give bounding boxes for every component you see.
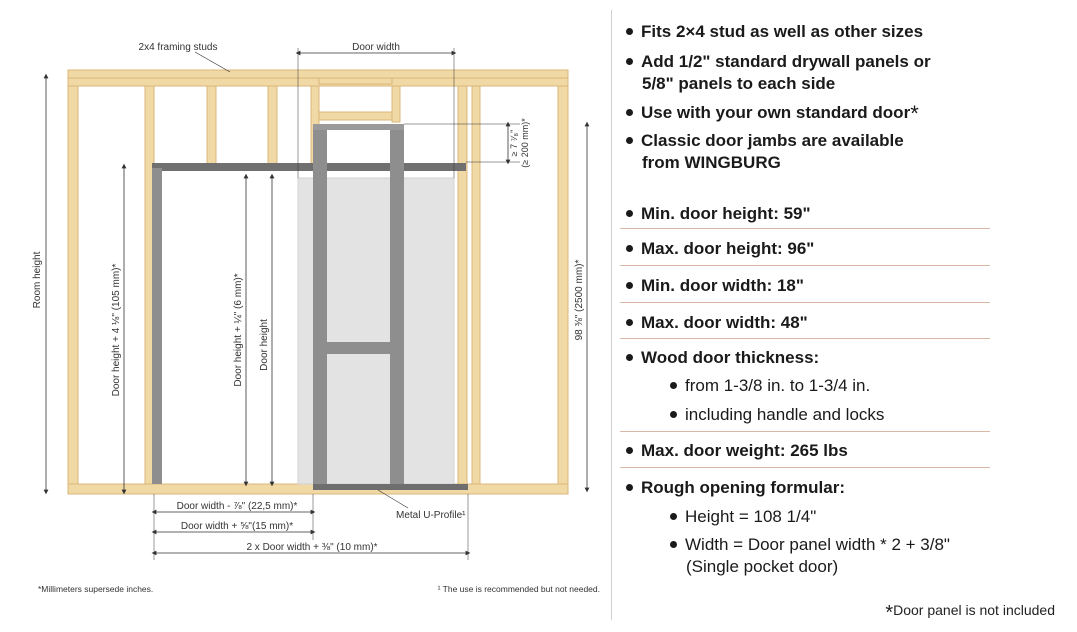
header-gap-label: ≥ 7 ⁷⁄₈" bbox=[509, 129, 519, 157]
rule bbox=[620, 302, 990, 303]
bullet-icon bbox=[626, 447, 633, 454]
feature-4-text: Classic door jambs are available bbox=[641, 131, 904, 150]
header-gap-mm-label: (≥ 200 mm)* bbox=[520, 118, 530, 168]
thickness-note bbox=[670, 404, 884, 426]
bullet-icon bbox=[626, 484, 633, 491]
bullet-icon bbox=[670, 411, 677, 418]
door-height-plus4-label: Door height + 4 ⅛" (105 mm)* bbox=[111, 263, 122, 397]
spec-text: Max. door height: 96" bbox=[641, 239, 815, 258]
rule bbox=[620, 338, 990, 339]
divider bbox=[611, 10, 612, 620]
jamb-left bbox=[152, 168, 162, 484]
rough-width-note: (Single pocket door) bbox=[686, 557, 839, 576]
header-box-bottom bbox=[319, 112, 392, 120]
feature-1 bbox=[626, 21, 923, 43]
steel-post-right bbox=[390, 124, 404, 484]
sub-text: Width = Door panel width * 2 + 3/8" bbox=[685, 535, 950, 554]
stud-7 bbox=[458, 86, 467, 484]
feature-3-text: Use with your own standard door bbox=[641, 103, 911, 122]
rule bbox=[620, 228, 990, 229]
bullet-icon bbox=[626, 282, 633, 289]
dw-plus-label: Door width + ⅝"(15 mm)* bbox=[180, 521, 294, 532]
bullet-icon bbox=[626, 58, 633, 65]
asterisk: * bbox=[885, 602, 894, 624]
rough-width bbox=[670, 534, 950, 556]
framing-studs-label: 2x4 framing studs bbox=[138, 42, 218, 53]
stud-right bbox=[558, 86, 568, 484]
top-plate-double bbox=[68, 78, 568, 86]
metal-u-label: Metal U-Profile¹ bbox=[396, 510, 466, 521]
thickness-range bbox=[670, 375, 870, 397]
top-plate bbox=[68, 70, 568, 78]
spec-min-width bbox=[626, 275, 804, 297]
stud-4 bbox=[268, 86, 277, 166]
rule bbox=[620, 467, 990, 468]
dw-minus-label: Door width - ⅞" (22,5 mm)* bbox=[176, 501, 298, 512]
note-text: Door panel is not included bbox=[893, 602, 1055, 618]
steel-brace bbox=[327, 342, 390, 354]
spec-text: Max. door width: 48" bbox=[641, 313, 808, 332]
stud-left bbox=[68, 86, 78, 484]
feature-4 bbox=[626, 130, 904, 152]
bullet-icon bbox=[626, 354, 633, 361]
bullet-icon bbox=[670, 513, 677, 520]
spec-text: Rough opening formular: bbox=[641, 478, 845, 497]
spec-rough-opening bbox=[626, 477, 845, 499]
spec-thickness bbox=[626, 347, 819, 369]
two-dw-label: 2 x Door width + ⅜" (10 mm)* bbox=[246, 542, 378, 553]
feature-1-text: Fits 2×4 stud as well as other sizes bbox=[641, 22, 924, 41]
stud-6 bbox=[392, 86, 400, 122]
feature-2-cont: 5/8" panels to each side bbox=[642, 74, 836, 93]
bullet-icon bbox=[626, 137, 633, 144]
spec-weight bbox=[626, 440, 848, 462]
asterisk: * bbox=[910, 101, 919, 126]
sub-text: Height = 108 1/4" bbox=[685, 507, 817, 526]
rule bbox=[620, 265, 990, 266]
header-box-top bbox=[319, 78, 392, 84]
bullet-icon bbox=[626, 245, 633, 252]
footnote-mm: *Millimeters supersede inches. bbox=[38, 584, 154, 594]
top-track bbox=[152, 163, 466, 171]
spec-min-height bbox=[626, 203, 811, 225]
spec-text: Max. door weight: 265 lbs bbox=[641, 441, 848, 460]
feature-2-text: Add 1/2" standard drywall panels or bbox=[641, 52, 931, 71]
feature-3 bbox=[626, 100, 919, 124]
stud-3 bbox=[207, 86, 216, 166]
height-98-label: 98 ⅜" (2500 mm)* bbox=[574, 259, 585, 341]
door-width-label: Door width bbox=[352, 42, 400, 53]
rule bbox=[620, 431, 990, 432]
steel-post-left bbox=[313, 124, 327, 484]
room-height-label: Room height bbox=[32, 251, 43, 309]
spec-text: Min. door height: 59" bbox=[641, 204, 811, 223]
spec-max-height bbox=[626, 238, 814, 260]
bullet-icon bbox=[626, 210, 633, 217]
bullet-icon bbox=[670, 382, 677, 389]
u-profile bbox=[313, 484, 468, 490]
spec-text: Min. door width: 18" bbox=[641, 276, 804, 295]
sub-text: from 1-3/8 in. to 1-3/4 in. bbox=[685, 376, 871, 395]
door-height-label: Door height bbox=[259, 319, 270, 371]
bullet-icon bbox=[626, 319, 633, 326]
stud-8 bbox=[472, 86, 480, 484]
steel-top bbox=[313, 124, 404, 130]
bullet-icon bbox=[670, 541, 677, 548]
bullet-icon bbox=[626, 109, 633, 116]
bullet-icon bbox=[626, 28, 633, 35]
spec-text: Wood door thickness: bbox=[641, 348, 820, 367]
sub-text: including handle and locks bbox=[685, 405, 885, 424]
spec-max-width bbox=[626, 312, 808, 334]
footnote-use: ¹ The use is recommended but not needed. bbox=[437, 584, 600, 594]
door-height-plus-quarter-label: Door height + ¼" (6 mm)* bbox=[233, 273, 244, 387]
rough-height bbox=[670, 506, 816, 528]
door-panel-note bbox=[885, 598, 1055, 624]
feature-4-cont: from WINGBURG bbox=[642, 153, 781, 172]
feature-panel bbox=[620, 0, 1077, 627]
feature-2 bbox=[626, 51, 931, 73]
